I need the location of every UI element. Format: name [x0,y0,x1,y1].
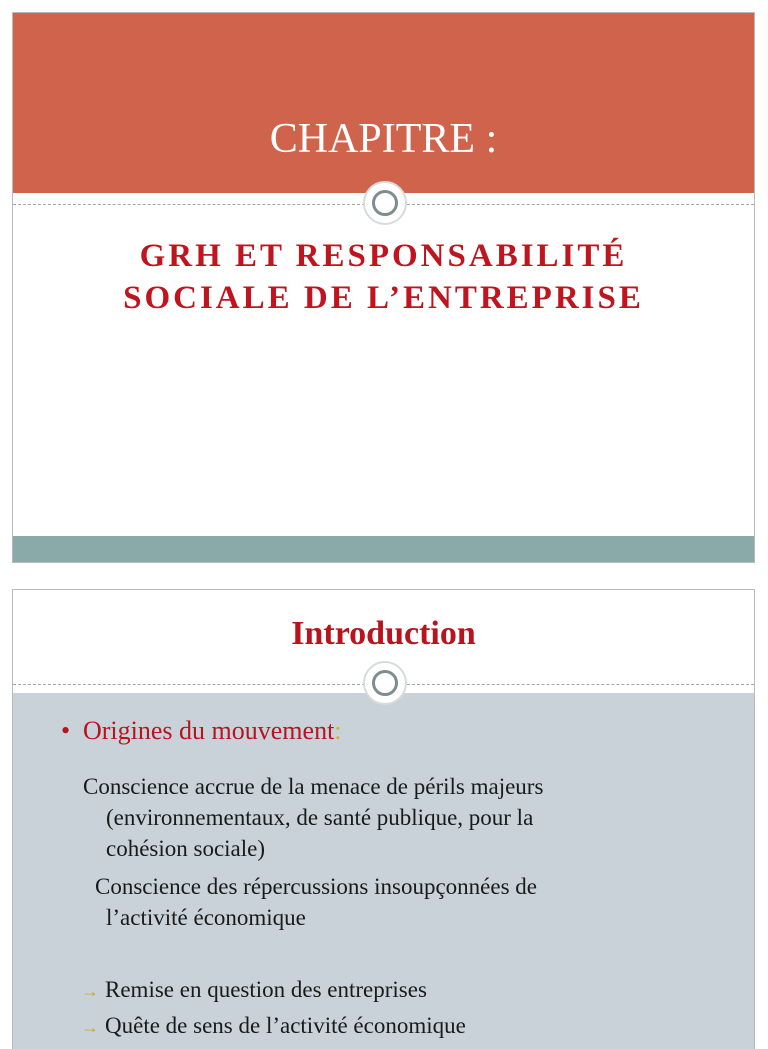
arrow-item-text: Remise en question des entreprises [105,977,427,1002]
paragraph-line: l’activité économique [106,905,306,930]
paragraph-line: (environnementaux, de santé publique, pour la [106,805,534,830]
paragraph-line: Conscience des répercussions insoupçonnées de [95,874,537,899]
arrow-right-icon: → [81,1017,99,1037]
circle-ornament-icon [363,181,407,225]
slide-subtitle [13,235,754,319]
slide-title-text: CHAPITRE : [269,116,498,162]
paragraph-2 [95,871,715,933]
subtitle-line-2: SOCIALE DE L’ENTREPRISE [123,280,644,316]
arrow-item [81,1011,466,1042]
bullet-colon: : [334,716,342,745]
paragraph-line: Conscience accrue de la menace de périls majeurs [83,774,544,799]
slide-heading: Introduction [291,615,476,652]
bullet-icon: • [61,716,71,745]
bottom-band [13,536,754,562]
arrow-right-icon: → [81,981,99,1001]
circle-ornament-icon [363,661,407,705]
subtitle-line-1: GRH ET RESPONSABILITÉ [139,238,628,274]
bullet-label: Origines du mouvement [83,716,335,745]
slide-title [12,12,755,563]
arrow-item-text: Quête de sens de l’activité économique [105,1013,466,1038]
paragraph-1 [83,771,703,864]
paragraph-line: cohésion sociale) [106,836,266,861]
slide-introduction [12,589,755,1049]
arrow-item [81,975,427,1006]
title-band [13,13,754,193]
bullet-item [61,716,342,746]
